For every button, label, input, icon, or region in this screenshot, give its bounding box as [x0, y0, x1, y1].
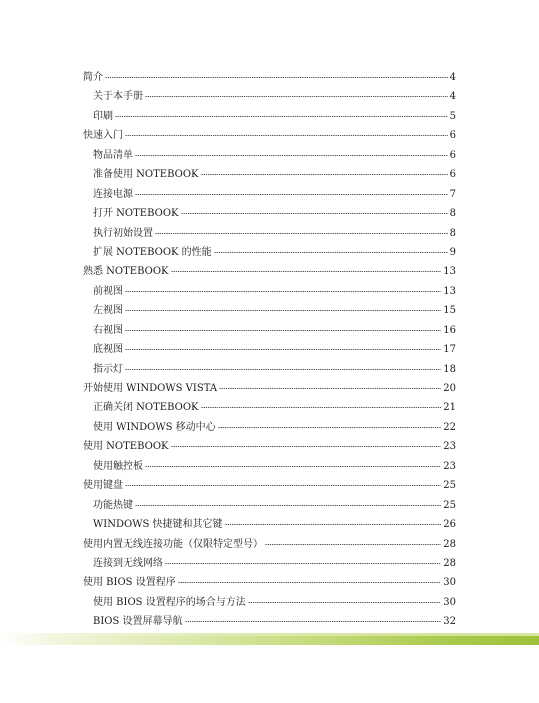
toc-entry[interactable]	[83, 515, 456, 534]
toc-entry[interactable]	[83, 224, 456, 243]
toc-entry-page: 17	[443, 344, 456, 356]
toc-entry[interactable]	[83, 573, 456, 592]
toc-entry[interactable]	[83, 496, 456, 515]
toc-entry[interactable]	[83, 185, 456, 204]
toc-entry-title: 左视图	[93, 305, 123, 317]
toc-entry-title: 执行初始设置	[93, 227, 153, 239]
toc-entry-title: WINDOWS 快捷键和其它键	[93, 519, 223, 531]
toc-entry[interactable]	[83, 68, 456, 87]
toc-entry-page: 6	[449, 149, 456, 161]
toc-entry[interactable]	[83, 262, 456, 281]
toc-entry-page: 15	[443, 305, 456, 317]
dot-leader	[135, 194, 448, 195]
toc-entry-page: 9	[449, 246, 456, 258]
toc-entry[interactable]	[83, 87, 456, 106]
toc-entry-title: 物品清单	[93, 149, 133, 161]
toc-entry-title: 使用键盘	[83, 480, 123, 492]
toc-entry-title: 使用触控板	[93, 460, 143, 472]
toc-entry[interactable]	[83, 321, 456, 340]
toc-entry-page: 6	[449, 130, 456, 142]
dot-leader	[125, 310, 441, 311]
dot-leader	[181, 213, 448, 214]
toc-entry-title: 准备使用 NOTEBOOK	[93, 169, 199, 181]
toc-entry-page: 25	[443, 480, 456, 492]
toc-entry[interactable]	[83, 418, 456, 437]
toc-entry-title: 前视图	[93, 285, 123, 297]
toc-entry-title: 使用 BIOS 设置程序的场合与方法	[93, 596, 246, 608]
toc-entry-title: 简介	[83, 72, 103, 83]
dot-leader	[145, 466, 441, 467]
dot-leader	[218, 427, 442, 428]
toc-entry[interactable]	[83, 107, 456, 126]
toc-entry[interactable]	[83, 437, 456, 456]
toc-entry-page: 16	[443, 324, 456, 336]
toc-entry-page: 4	[449, 72, 456, 83]
toc-entry-page: 8	[449, 208, 456, 220]
dot-leader	[171, 271, 442, 272]
toc-entry-page: 30	[443, 577, 456, 589]
dot-leader	[165, 563, 441, 564]
dot-leader	[225, 524, 442, 525]
dot-leader	[214, 252, 448, 253]
toc-entry[interactable]	[83, 146, 456, 165]
toc-entry-page: 28	[443, 538, 456, 550]
toc-entry[interactable]	[83, 126, 456, 145]
toc-entry-page: 13	[443, 266, 456, 278]
footer-decorative-band	[0, 633, 539, 645]
toc-entry-title: 印刷	[93, 110, 113, 122]
toc-entry-title: 功能热键	[93, 499, 133, 511]
toc-entry-page: 21	[443, 402, 456, 414]
toc-entry-page: 4	[449, 91, 456, 103]
toc-entry-title: 使用 BIOS 设置程序	[83, 577, 176, 589]
toc-entry[interactable]	[83, 204, 456, 223]
dot-leader	[125, 291, 441, 292]
toc-entry[interactable]	[83, 612, 456, 631]
toc-entry-title: 开始使用 WINDOWS VISTA	[83, 383, 218, 394]
dot-leader	[201, 407, 442, 408]
toc-entry-page: 20	[443, 383, 456, 394]
dot-leader	[248, 602, 442, 603]
table-of-contents	[83, 68, 456, 632]
toc-entry[interactable]	[83, 301, 456, 320]
dot-leader	[155, 233, 448, 234]
dot-leader	[171, 446, 442, 447]
toc-entry[interactable]	[83, 593, 456, 612]
toc-entry-page: 18	[443, 363, 456, 375]
toc-entry[interactable]	[83, 476, 456, 495]
toc-entry-page: 30	[443, 596, 456, 608]
toc-entry-title: 底视图	[93, 344, 123, 356]
dot-leader	[135, 505, 441, 506]
toc-entry-title: 连接电源	[93, 188, 133, 200]
toc-entry[interactable]	[83, 282, 456, 301]
toc-entry-page: 8	[449, 227, 456, 239]
dot-leader	[125, 369, 441, 370]
toc-entry-page: 26	[443, 519, 456, 531]
toc-entry-title: 打开 NOTEBOOK	[93, 208, 179, 220]
dot-leader	[125, 330, 441, 331]
toc-entry-title: 关于本手册	[93, 91, 143, 103]
toc-entry-page: 7	[449, 188, 456, 200]
dot-leader	[201, 174, 448, 175]
dot-leader	[145, 96, 448, 97]
dot-leader	[115, 116, 448, 117]
toc-entry-title: 指示灯	[93, 363, 123, 375]
toc-entry-title: BIOS 设置屏幕导航	[93, 616, 183, 628]
toc-entry-page: 32	[443, 616, 456, 628]
dot-leader	[135, 155, 448, 156]
toc-entry-page: 23	[443, 441, 456, 453]
toc-entry-title: 扩展 NOTEBOOK 的性能	[93, 246, 212, 258]
toc-entry-title: 使用 NOTEBOOK	[83, 441, 169, 453]
toc-entry[interactable]	[83, 554, 456, 573]
dot-leader	[219, 388, 441, 389]
toc-entry[interactable]	[83, 457, 456, 476]
dot-leader	[265, 544, 441, 545]
dot-leader	[125, 135, 448, 136]
toc-entry[interactable]	[83, 243, 456, 262]
toc-entry-page: 25	[443, 499, 456, 511]
toc-entry-title: 快速入门	[83, 130, 123, 142]
toc-entry[interactable]	[83, 165, 456, 184]
toc-entry[interactable]	[83, 340, 456, 359]
toc-entry[interactable]	[83, 398, 456, 417]
toc-entry-page: 5	[449, 110, 456, 122]
toc-entry-title: 连接到无线网络	[93, 557, 163, 569]
dot-leader	[125, 349, 441, 350]
dot-leader	[178, 582, 442, 583]
toc-entry-title: 熟悉 NOTEBOOK	[83, 266, 169, 278]
toc-entry-page: 6	[449, 169, 456, 181]
toc-entry-page: 13	[443, 285, 456, 297]
toc-entry-title: 右视图	[93, 324, 123, 336]
toc-entry-title: 使用 WINDOWS 移动中心	[93, 421, 216, 433]
toc-entry-page: 28	[443, 557, 456, 569]
toc-entry-title: 使用内置无线连接功能（仅限特定型号）	[83, 538, 263, 550]
toc-entry-page: 23	[443, 460, 456, 472]
dot-leader	[125, 485, 441, 486]
toc-entry[interactable]	[83, 379, 456, 398]
toc-entry[interactable]	[83, 535, 456, 554]
dot-leader	[185, 621, 442, 622]
toc-entry[interactable]	[83, 360, 456, 379]
dot-leader	[105, 77, 448, 78]
toc-entry-page: 22	[443, 421, 456, 433]
toc-entry-title: 正确关闭 NOTEBOOK	[93, 402, 199, 414]
